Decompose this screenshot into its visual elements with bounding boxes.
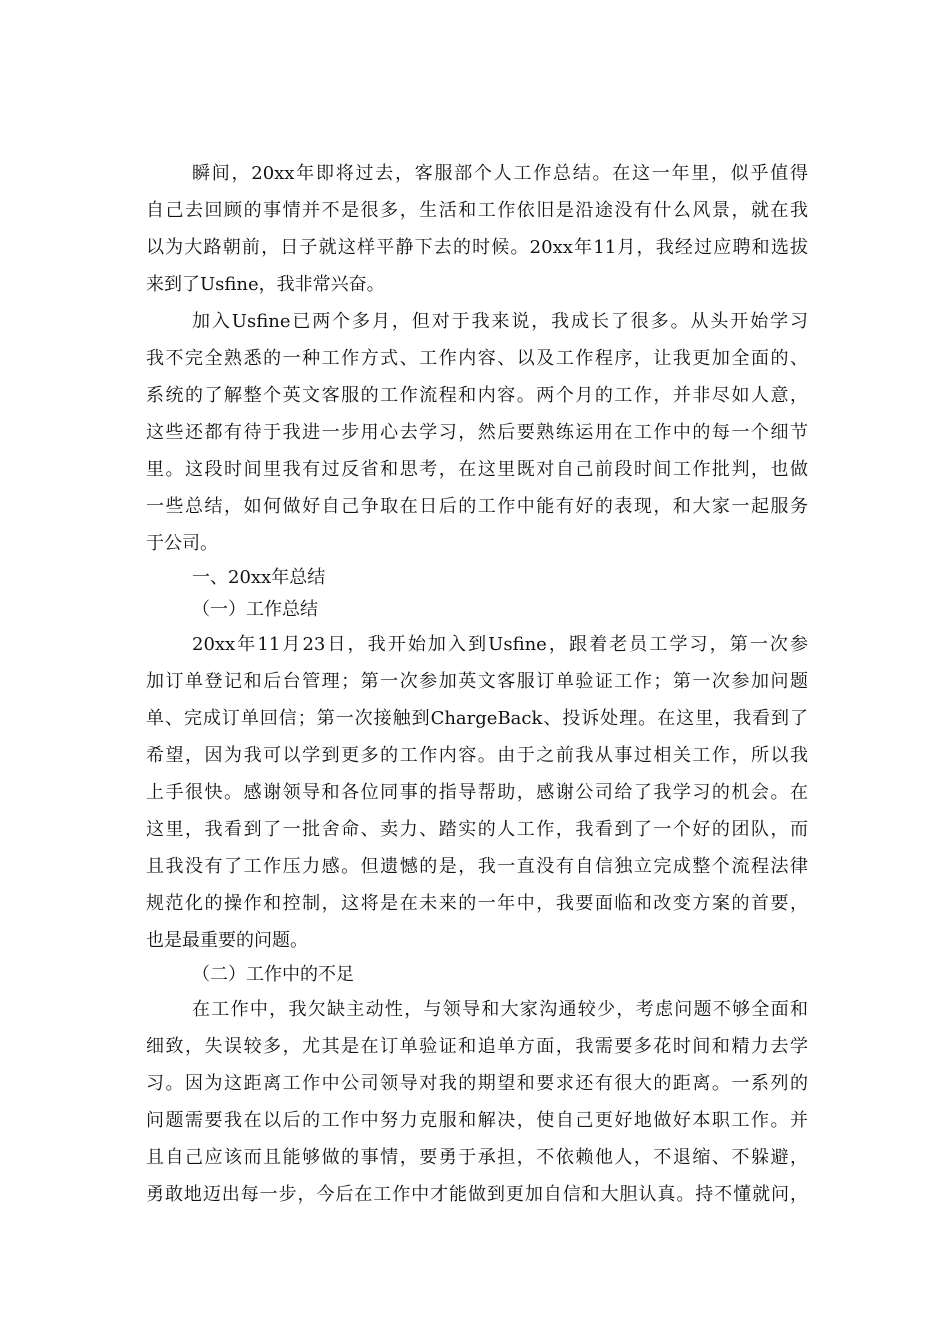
section-heading: 一、20xx年总结	[192, 567, 326, 588]
text-line: 在工作中，我欠缺主动性，与领导和大家沟通较少，考虑问题不够全面和	[192, 999, 808, 1020]
text-line: 规范化的操作和控制，这将是在未来的一年中，我要面临和改变方案的首要，	[146, 893, 808, 914]
text-line: 勇敢地迈出每一步，今后在工作中才能做到更加自信和大胆认真。持不懂就问，	[146, 1184, 808, 1205]
text-line: 希望，因为我可以学到更多的工作内容。由于之前我从事过相关工作，所以我	[146, 745, 808, 766]
subsection-heading: （一）工作总结	[192, 599, 318, 620]
text-line: 习。因为这距离工作中公司领导对我的期望和要求还有很大的距离。一系列的	[146, 1073, 808, 1094]
text-line: 且我没有了工作压力感。但遗憾的是，我一直没有自信独立完成整个流程法律	[146, 856, 808, 877]
document-body	[146, 155, 808, 1213]
text-line: 细致，失误较多，尤其是在订单验证和追单方面，我需要多花时间和精力去学	[146, 1036, 808, 1057]
text-line: 这里，我看到了一批舍命、卖力、踏实的人工作，我看到了一个好的团队，而	[146, 819, 808, 840]
text-line: 瞬间，20xx年即将过去，客服部个人工作总结。在这一年里，似乎值得	[192, 163, 808, 184]
text-line: 一些总结，如何做好自己争取在日后的工作中能有好的表现，和大家一起服务	[146, 496, 808, 517]
text-line: 加入Usfine已两个多月，但对于我来说，我成长了很多。从头开始学习	[192, 311, 808, 332]
text-line: 来到了Usfine，我非常兴奋。	[146, 274, 385, 295]
text-line: 也是最重要的问题。	[146, 930, 308, 951]
paragraph-shortcomings	[146, 991, 808, 1213]
paragraph-intro	[146, 155, 808, 303]
text-line: 且自己应该而且能够做的事情，要勇于承担，不依赖他人，不退缩、不躲避，	[146, 1147, 808, 1168]
text-line: 于公司。	[146, 533, 218, 554]
text-line: 单、完成订单回信；第一次接触到ChargeBack、投诉处理。在这里，我看到了	[146, 708, 808, 729]
text-line: 20xx年11月23日，我开始加入到Usfine，跟着老员工学习，第一次参	[192, 634, 808, 655]
paragraph-joining	[146, 303, 808, 562]
text-line: 自己去回顾的事情并不是很多，生活和工作依旧是沿途没有什么风景，就在我	[146, 200, 808, 221]
text-line: 问题需要我在以后的工作中努力克服和解决，使自己更好地做好本职工作。并	[146, 1110, 808, 1131]
paragraph-work-summary	[146, 626, 808, 959]
text-line: 以为大路朝前，日子就这样平静下去的时候。20xx年11月，我经过应聘和选拔	[146, 237, 808, 258]
text-line: 这些还都有待于我进一步用心去学习，然后要熟练运用在工作中的每一个细节	[146, 422, 808, 443]
text-line: 加订单登记和后台管理；第一次参加英文客服订单验证工作；第一次参加问题	[146, 671, 808, 692]
text-line: 上手很快。感谢领导和各位同事的指导帮助，感谢公司给了我学习的机会。在	[146, 782, 808, 803]
text-line: 我不完全熟悉的一种工作方式、工作内容、以及工作程序，让我更加全面的、	[146, 348, 808, 369]
subsection-heading: （二）工作中的不足	[192, 964, 354, 985]
text-line: 里。这段时间里我有过反省和思考，在这里既对自己前段时间工作批判，也做	[146, 459, 808, 480]
text-line: 系统的了解整个英文客服的工作流程和内容。两个月的工作，并非尽如人意，	[146, 385, 808, 406]
